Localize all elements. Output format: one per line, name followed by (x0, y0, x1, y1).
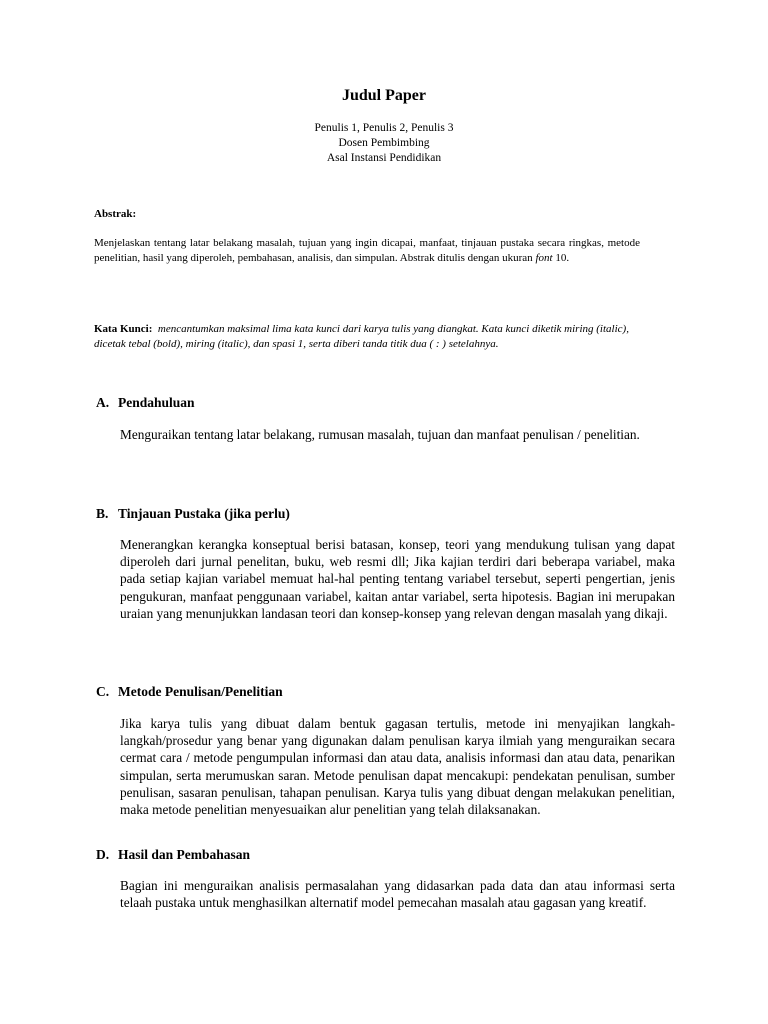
abstract-text (94, 236, 640, 265)
abstract-text-end: 10. (552, 251, 570, 264)
abstract-label: Abstrak: (94, 208, 137, 220)
keywords-paragraph (94, 322, 654, 351)
section-letter: C. (96, 684, 110, 699)
abstract-text-italic: font (535, 251, 553, 264)
institution-line: Asal Instansi Pendidikan (326, 152, 442, 164)
keywords-label: Kata Kunci: (94, 323, 153, 335)
paper-meta (0, 121, 768, 166)
section-title: Hasil dan Pembahasan (118, 847, 251, 862)
section-body-d: Bagian ini menguraikan analisis permasalahan yang didasarkan pada data dan atau informasi serta telaah pustaka untuk menghasilkan alternatif model pemecahan masalah atau gagasan yang kreatif. (120, 878, 675, 911)
section-body-b: Menerangkan kerangka konseptual berisi batasan, konsep, teori yang mendukung tulisan yang dapat diperoleh dari jurnal penelitan, buku, web resmi dll; Jika kajian terdiri dari beberapa variabel, maka pada setiap kajian variabel memuat hal-hal penting tentang variabel tersebut, seperti pengertian, jenis pengukuran, manfaat penggunaan variabel, kaitan antar variabel, serta hipotesis. Bagian ini merupakan uraian yang menunjukkan landasan teori dan konsep-konsep yang relevan dengan masalah yang dikaji. (120, 537, 675, 621)
section-letter: A. (96, 395, 110, 410)
paper-title: Judul Paper (341, 87, 426, 104)
authors-line: Penulis 1, Penulis 2, Penulis 3 (314, 122, 454, 134)
section-letter: B. (96, 506, 109, 521)
section-letter: D. (96, 847, 110, 862)
section-heading-a (96, 395, 195, 411)
section-title: Metode Penulisan/Penelitian (118, 684, 283, 699)
section-body-c: Jika karya tulis yang dibuat dalam bentuk gagasan tertulis, metode ini menyajikan langkah-langkah/prosedur yang benar yang digunakan dalam penulisan karya ilmiah yang menguraikan secara cermat cara / metode pengumpulan informasi dan atau data, analisis informasi dan atau data, penarikan simpulan, serta merumuskan saran. Metode penulisan dapat mencakupi: pendekatan penulisan, sumber penulisan, sasaran penulisan, tahapan penulisan. Karya tulis yang dibuat dengan melakukan penelitian, maka metode penelitian menyesuaikan alur penelitian yang telah dilaksanakan. (120, 716, 675, 818)
section-title: Pendahuluan (118, 395, 195, 410)
section-title: Tinjauan Pustaka (jika perlu) (118, 506, 290, 521)
supervisor-line: Dosen Pembimbing (338, 137, 430, 149)
abstract-text-main: Menjelaskan tentang latar belakang masalah, tujuan yang ingin dicapai, manfaat, tinjauan pustaka secara ringkas, metode penelitian, hasil yang diperoleh, pembahasan, analisis, dan simpulan. Abstrak ditulis dengan ukuran (94, 237, 640, 264)
section-body-a: Menguraikan tentang latar belakang, rumusan masalah, tujuan dan manfaat penulisan / penelitian. (120, 427, 640, 442)
section-heading-d (96, 847, 250, 863)
section-heading-b (96, 506, 290, 522)
keywords-text: mencantumkan maksimal lima kata kunci dari karya tulis yang diangkat. Kata kunci diketik miring (italic), dicetak tebal (bold), miring (italic), dan spasi 1, serta diberi tanda titik dua ( : ) setelahnya. (94, 323, 629, 350)
section-heading-c (96, 684, 283, 700)
